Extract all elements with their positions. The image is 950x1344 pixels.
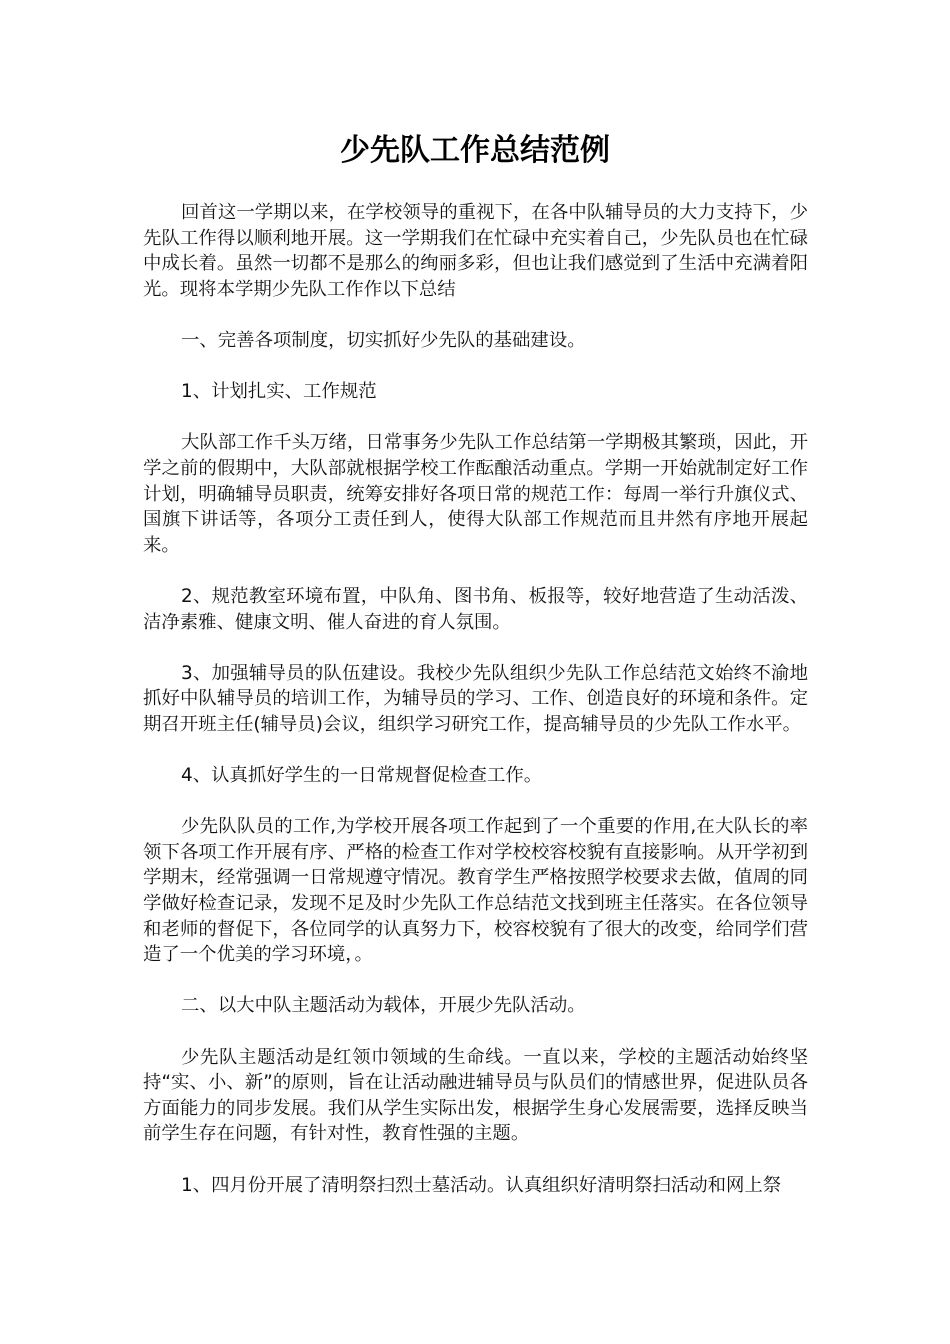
paragraph-counselors: 3、加强辅导员的队伍建设。我校少先队组织少先队工作总结范文始终不渝地抓好中队辅导员的培训工作，为辅导员的学习、工作、创造良好的环境和条件。定期召开班主任(辅导员)会议，组织学习研究工作，提高辅导员的少先队工作水平。 bbox=[143, 662, 808, 735]
paragraph-activities: 少先队主题活动是红领巾领域的生命线。一直以来，学校的主题活动始终坚持“实、小、新”的原则，旨在让活动融进辅导员与队员们的情感世界，促进队员各方面能力的同步发展。我们从学生实际出发，根据学生身心发展需要，选择反映当前学生存在问题，有针对性，教育性强的主题。 bbox=[143, 1046, 808, 1145]
item-heading-1-1: 1、计划扎实、工作规范 bbox=[181, 381, 377, 403]
section-heading-2: 二、以大中队主题活动为载体，开展少先队活动。 bbox=[181, 995, 586, 1017]
paragraph-classroom: 2、规范教室环境布置，中队角、图书角、板报等，较好地营造了生动活泼、洁净素雅、健康文明、催人奋进的育人氛围。 bbox=[143, 585, 808, 633]
item-heading-1-4: 4、认真抓好学生的一日常规督促检查工作。 bbox=[181, 765, 543, 787]
paragraph-intro: 回首这一学期以来，在学校领导的重视下，在各中队辅导员的大力支持下，少先队工作得以顺利地开展。这一学期我们在忙碌中充实着自己，少先队员也在忙碌中成长着。虽然一切都不是那么的绚丽多彩，但也让我们感觉到了生活中充满着阳光。现将本学期少先队工作作以下总结 bbox=[143, 202, 808, 300]
paragraph-inspection: 少先队队员的工作,为学校开展各项工作起到了一个重要的作用,在大队长的率领下各项工作开展有序、严格的检查工作对学校校容校貌有直接影响。从开学初到学期末，经常强调一日常规遵守情况。教育学生严格按照学校要求去做，值周的同学做好检查记录，发现不足及时少先队工作总结范文找到班主任落实。在各位领导和老师的督促下，各位同学的认真努力下，校容校貌有了很大的改变，给同学们营造了一个优美的学习环境，。 bbox=[143, 816, 808, 966]
document-title: 少先队工作总结范例 bbox=[340, 133, 610, 168]
section-heading-1: 一、完善各项制度，切实抓好少先队的基础建设。 bbox=[181, 329, 586, 351]
document-body bbox=[143, 200, 808, 1224]
paragraph-planning: 大队部工作千头万绪，日常事务少先队工作总结第一学期极其繁琐，因此，开学之前的假期中，大队部就根据学校工作酝酿活动重点。学期一开始就制定好工作计划，明确辅导员职责，统筹安排好各项日常的规范工作：每周一举行升旗仪式、国旗下讲话等，各项分工责任到人，使得大队部工作规范而且井然有序地开展起来。 bbox=[143, 432, 808, 556]
paragraph-april: 1、四月份开展了清明祭扫烈士墓活动。认真组织好清明祭扫活动和网上祭 bbox=[181, 1174, 782, 1196]
